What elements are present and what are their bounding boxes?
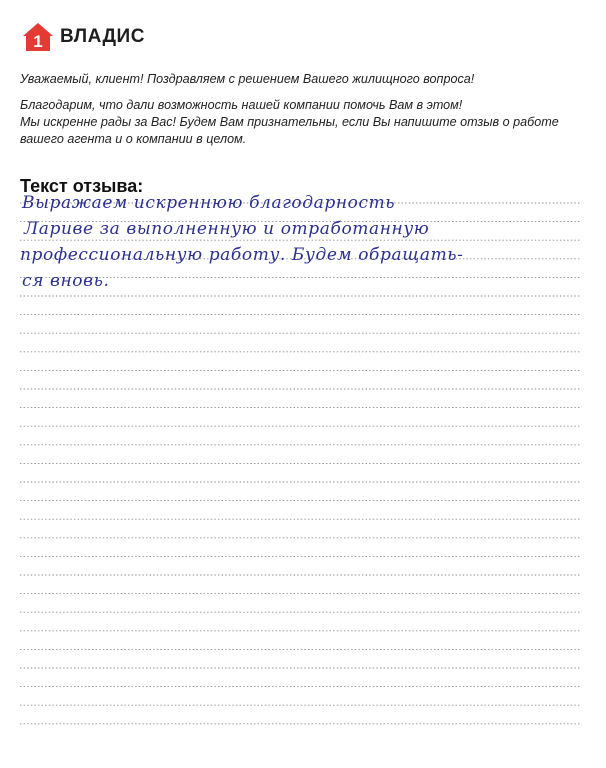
thanks-text-1: Благодарим, что дали возможность нашей компании помочь Вам в этом! — [20, 98, 463, 112]
intro-text — [20, 71, 580, 148]
greeting-text: Уважаемый, клиент! Поздравляем с решением Вашего жилищного вопроса! — [20, 72, 475, 86]
handwritten-line: ся вновь. — [22, 271, 110, 291]
handwritten-review — [20, 190, 580, 320]
handwritten-line: профессиональную работу. Будем обращать- — [20, 245, 464, 265]
house-logo-icon — [22, 22, 54, 52]
logo-digit: 1 — [33, 32, 43, 51]
handwritten-line: Лариве за выполненную и отработанную — [24, 219, 430, 239]
brand-name: ВЛАДИС — [60, 26, 145, 47]
review-title: Текст отзыва: — [20, 176, 144, 196]
thanks-text-2: Мы искренне рады за Вас! Будем Вам признательны, если Вы напишите отзыв о работе вашего агента и о компании в целом. — [20, 115, 559, 146]
handwritten-line: Выражаем искреннюю благодарность — [22, 193, 396, 213]
company-logo — [22, 22, 145, 52]
